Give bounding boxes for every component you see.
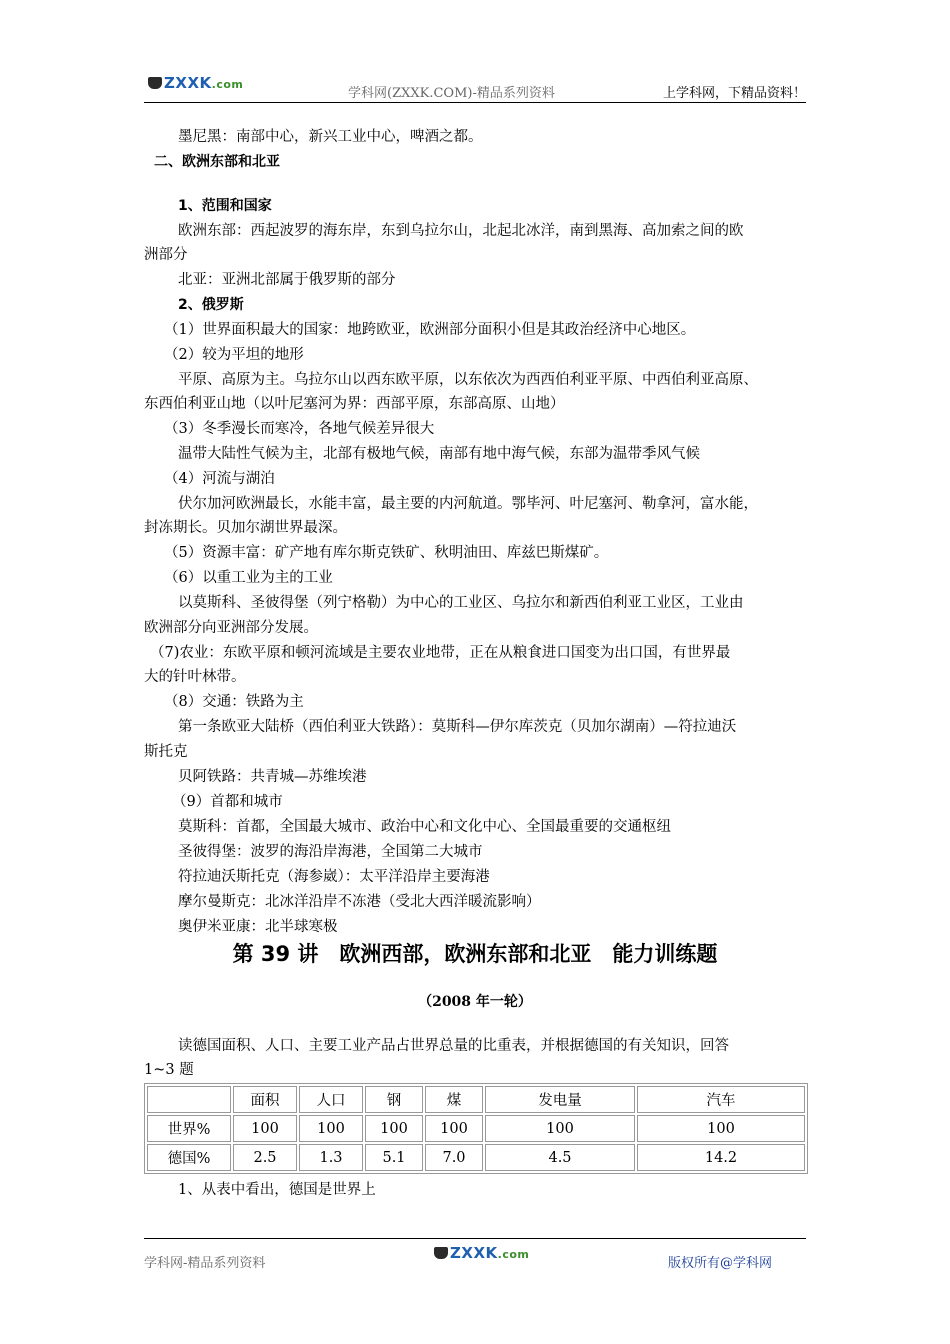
text-line: （3）冬季漫长而寒冷，各地气候差异很大 bbox=[164, 421, 435, 437]
text-line: 以莫斯科、圣彼得堡（列宁格勒）为中心的工业区、乌拉尔和新西伯利亚工业区，工业由 bbox=[178, 595, 744, 611]
footer-divider bbox=[144, 1238, 806, 1239]
table-header-cell: 面积 bbox=[233, 1086, 297, 1113]
table-header-row bbox=[147, 1086, 805, 1113]
table-cell: 2.5 bbox=[233, 1144, 297, 1171]
text-line: 奥伊米亚康：北半球寒极 bbox=[178, 919, 338, 935]
page-header bbox=[144, 66, 806, 103]
text-line: 第一条欧亚大陆桥（西伯利亚大铁路）：莫斯科—伊尔库茨克（贝加尔湖南）—符拉迪沃 bbox=[178, 719, 737, 735]
text-line: 封冻期长。贝加尔湖世界最深。 bbox=[144, 520, 347, 536]
table-cell: 100 bbox=[233, 1115, 297, 1142]
table-cell: 100 bbox=[425, 1115, 483, 1142]
table-cell: 世界% bbox=[147, 1115, 231, 1142]
text-line: （7)农业：东欧平原和顿河流域是主要农业地带，正在从粮食进口国变为出口国，有世界最 bbox=[150, 645, 731, 661]
text-line: 北亚：亚洲北部属于俄罗斯的部分 bbox=[178, 272, 396, 288]
graduation-cap-icon bbox=[148, 77, 162, 89]
table-cell: 14.2 bbox=[637, 1144, 805, 1171]
table-header-cell: 钢 bbox=[365, 1086, 423, 1113]
header-slogan: 上学科网，下精品资料！ bbox=[662, 86, 806, 101]
text-line: 平原、高原为主。乌拉尔山以西东欧平原，以东依次为西西伯利亚平原、中西伯利亚高原、 bbox=[178, 372, 758, 388]
text-line: 大的针叶林带。 bbox=[144, 669, 246, 685]
table-header-cell: 人口 bbox=[299, 1086, 363, 1113]
text-line: 欧洲部分向亚洲部分发展。 bbox=[144, 620, 318, 636]
footer-zxxk-logo: ZXXK.com bbox=[434, 1244, 529, 1262]
table-cell: 100 bbox=[485, 1115, 635, 1142]
text-line: 莫斯科：首都，全国最大城市、政治中心和文化中心、全国最重要的交通枢纽 bbox=[178, 819, 671, 835]
table-header-cell: 发电量 bbox=[485, 1086, 635, 1113]
graduation-cap-icon bbox=[434, 1247, 448, 1259]
text-line: 欧洲东部：西起波罗的海东岸，东到乌拉尔山，北起北冰洋，南到黑海、高加索之间的欧 bbox=[178, 223, 744, 239]
question-text: 1、从表中看出，德国是世界上 bbox=[178, 1182, 376, 1198]
text-line: （8）交通：铁路为主 bbox=[164, 694, 304, 710]
data-table bbox=[144, 1083, 808, 1174]
page-subtitle: （2008 年一轮） bbox=[418, 994, 532, 1010]
table-cell: 7.0 bbox=[425, 1144, 483, 1171]
footer-copyright: 版权所有@学科网 bbox=[668, 1256, 773, 1271]
question-intro: 1~3 题 bbox=[144, 1062, 194, 1078]
text-line: 符拉迪沃斯托克（海参崴）：太平洋沿岸主要海港 bbox=[178, 869, 490, 885]
text-line: 摩尔曼斯克：北冰洋沿岸不冻港（受北大西洋暖流影响） bbox=[178, 894, 541, 910]
footer-left-text: 学科网-精品系列资料 bbox=[144, 1256, 266, 1271]
header-site-name: 学科网(ZXXK.COM)-精品系列资料 bbox=[348, 86, 555, 101]
text-line: 洲部分 bbox=[144, 247, 188, 263]
table-row bbox=[147, 1144, 805, 1171]
text-line: （2）较为平坦的地形 bbox=[164, 347, 304, 363]
page-title: 第 39 讲 欧洲西部，欧洲东部和北亚 能力训练题 bbox=[232, 942, 718, 966]
text-line: 东西伯利亚山地（以叶尼塞河为界：西部平原，东部高原、山地） bbox=[144, 396, 565, 412]
table-cell: 德国% bbox=[147, 1144, 231, 1171]
text-line: 圣彼得堡：波罗的海沿岸海港，全国第二大城市 bbox=[178, 844, 483, 860]
text-line: （9）首都和城市 bbox=[172, 794, 283, 810]
section-heading: 二、欧洲东部和北亚 bbox=[154, 154, 280, 170]
text-line: （1）世界面积最大的国家：地跨欧亚，欧洲部分面积小但是其政治经济中心地区。 bbox=[164, 322, 696, 338]
table-header-cell: 汽车 bbox=[637, 1086, 805, 1113]
table-cell: 100 bbox=[637, 1115, 805, 1142]
table-row bbox=[147, 1115, 805, 1142]
table-header-cell: 煤 bbox=[425, 1086, 483, 1113]
text-line: 墨尼黑：南部中心，新兴工业中心，啤酒之都。 bbox=[178, 129, 483, 145]
text-line: 温带大陆性气候为主，北部有极地气候，南部有地中海气候，东部为温带季风气候 bbox=[178, 446, 700, 462]
subsection-heading: 1、范围和国家 bbox=[178, 198, 272, 214]
table-cell: 5.1 bbox=[365, 1144, 423, 1171]
text-line: 贝阿铁路：共青城—苏维埃港 bbox=[178, 769, 367, 785]
text-line: （6）以重工业为主的工业 bbox=[164, 570, 333, 586]
table-header-cell bbox=[147, 1086, 231, 1113]
table-cell: 100 bbox=[299, 1115, 363, 1142]
text-line: （5）资源丰富：矿产地有库尔斯克铁矿、秋明油田、库兹巴斯煤矿。 bbox=[164, 545, 609, 561]
zxxk-logo: ZXXK.com bbox=[148, 74, 243, 92]
text-line: 斯托克 bbox=[144, 744, 188, 760]
subsection-heading: 2、俄罗斯 bbox=[178, 297, 244, 313]
question-intro: 读德国面积、人口、主要工业产品占世界总量的比重表，并根据德国的有关知识，回答 bbox=[178, 1038, 729, 1054]
text-line: 伏尔加河欧洲最长，水能丰富，最主要的内河航道。鄂毕河、叶尼塞河、勒拿河，富水能， bbox=[178, 496, 758, 512]
table-cell: 1.3 bbox=[299, 1144, 363, 1171]
table-cell: 100 bbox=[365, 1115, 423, 1142]
text-line: （4）河流与湖泊 bbox=[164, 471, 275, 487]
table-cell: 4.5 bbox=[485, 1144, 635, 1171]
